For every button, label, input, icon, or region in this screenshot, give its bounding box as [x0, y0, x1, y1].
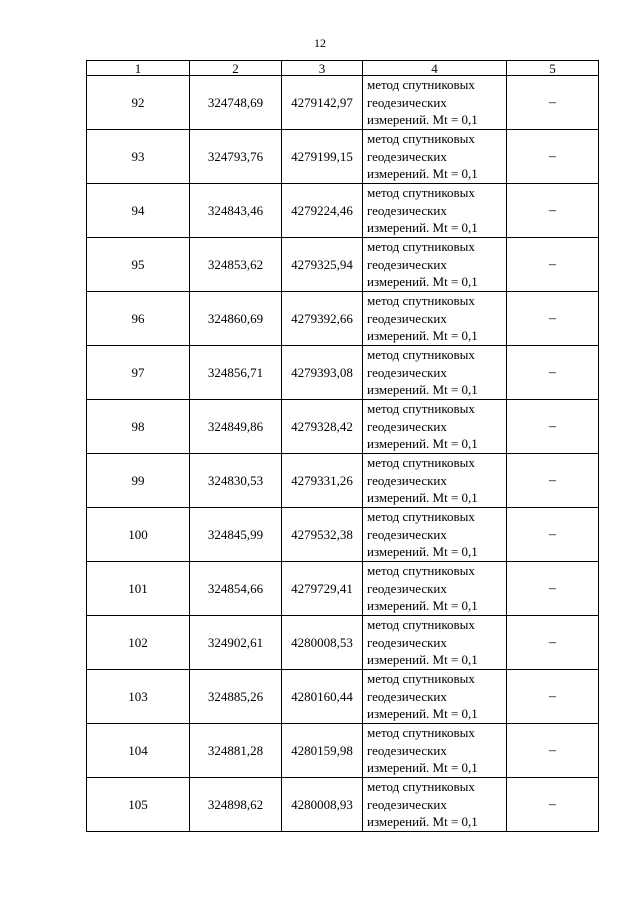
- table-row: [87, 76, 599, 130]
- method-line: измерений. Mt = 0,1: [367, 274, 478, 290]
- table-body: [87, 76, 599, 832]
- method-line: геодезических: [367, 94, 447, 110]
- method-line: геодезических: [367, 472, 447, 488]
- method-line: метод спутниковых: [367, 401, 475, 417]
- method-line: метод спутниковых: [367, 293, 475, 309]
- header-col-5: 5: [507, 61, 599, 76]
- point-number-cell: 101: [87, 562, 190, 616]
- coordinate-y-cell: 4279199,15: [282, 130, 363, 184]
- coordinate-y-cell: 4279224,46: [282, 184, 363, 238]
- coordinate-x-cell: 324885,26: [190, 670, 282, 724]
- note-cell: –: [507, 454, 599, 508]
- method-line: метод спутниковых: [367, 617, 475, 633]
- point-number-cell: 97: [87, 346, 190, 400]
- method-line: геодезических: [367, 742, 447, 758]
- coordinate-y-cell: 4280160,44: [282, 670, 363, 724]
- method-line: геодезических: [367, 256, 447, 272]
- point-number-cell: 103: [87, 670, 190, 724]
- method-line: метод спутниковых: [367, 671, 475, 687]
- coordinate-y-cell: 4279325,94: [282, 238, 363, 292]
- method-line: геодезических: [367, 526, 447, 542]
- note-cell: –: [507, 508, 599, 562]
- table-row: [87, 454, 599, 508]
- coordinate-x-cell: 324854,66: [190, 562, 282, 616]
- coordinate-y-cell: 4279393,08: [282, 346, 363, 400]
- coordinates-table: [86, 60, 599, 832]
- table-row: [87, 346, 599, 400]
- point-number-cell: 100: [87, 508, 190, 562]
- method-line: геодезических: [367, 364, 447, 380]
- coordinate-x-cell: 324830,53: [190, 454, 282, 508]
- coordinate-y-cell: 4280008,53: [282, 616, 363, 670]
- note-cell: –: [507, 346, 599, 400]
- method-cell: [363, 508, 507, 562]
- table-header: [87, 61, 599, 76]
- method-line: метод спутниковых: [367, 347, 475, 363]
- method-cell: [363, 184, 507, 238]
- table-row: [87, 562, 599, 616]
- note-cell: –: [507, 670, 599, 724]
- method-line: геодезических: [367, 688, 447, 704]
- table-row: [87, 724, 599, 778]
- point-number-cell: 94: [87, 184, 190, 238]
- method-line: измерений. Mt = 0,1: [367, 490, 478, 506]
- method-cell: [363, 616, 507, 670]
- method-line: метод спутниковых: [367, 455, 475, 471]
- point-number-cell: 105: [87, 778, 190, 832]
- point-number-cell: 104: [87, 724, 190, 778]
- coordinate-x-cell: 324853,62: [190, 238, 282, 292]
- header-col-3: 3: [282, 61, 363, 76]
- table-row: [87, 670, 599, 724]
- coordinate-x-cell: 324843,46: [190, 184, 282, 238]
- coordinate-y-cell: 4279392,66: [282, 292, 363, 346]
- coordinate-x-cell: 324856,71: [190, 346, 282, 400]
- coordinate-x-cell: 324793,76: [190, 130, 282, 184]
- method-line: измерений. Mt = 0,1: [367, 706, 478, 722]
- point-number-cell: 99: [87, 454, 190, 508]
- method-line: метод спутниковых: [367, 563, 475, 579]
- coordinate-y-cell: 4279331,26: [282, 454, 363, 508]
- method-line: метод спутниковых: [367, 77, 475, 93]
- method-line: измерений. Mt = 0,1: [367, 436, 478, 452]
- note-cell: –: [507, 130, 599, 184]
- method-line: метод спутниковых: [367, 239, 475, 255]
- coordinate-x-cell: 324748,69: [190, 76, 282, 130]
- method-line: геодезических: [367, 796, 447, 812]
- point-number-cell: 98: [87, 400, 190, 454]
- coordinate-y-cell: 4280008,93: [282, 778, 363, 832]
- header-col-4: 4: [363, 61, 507, 76]
- coordinate-x-cell: 324902,61: [190, 616, 282, 670]
- method-cell: [363, 724, 507, 778]
- note-cell: –: [507, 562, 599, 616]
- method-line: измерений. Mt = 0,1: [367, 112, 478, 128]
- table-row: [87, 778, 599, 832]
- note-cell: –: [507, 292, 599, 346]
- note-cell: –: [507, 76, 599, 130]
- method-line: измерений. Mt = 0,1: [367, 760, 478, 776]
- coordinate-y-cell: 4279142,97: [282, 76, 363, 130]
- point-number-cell: 93: [87, 130, 190, 184]
- coordinate-y-cell: 4280159,98: [282, 724, 363, 778]
- method-cell: [363, 238, 507, 292]
- coordinate-y-cell: 4279328,42: [282, 400, 363, 454]
- point-number-cell: 95: [87, 238, 190, 292]
- header-col-1: 1: [87, 61, 190, 76]
- method-line: метод спутниковых: [367, 779, 475, 795]
- method-cell: [363, 76, 507, 130]
- method-cell: [363, 778, 507, 832]
- point-number-cell: 96: [87, 292, 190, 346]
- method-cell: [363, 292, 507, 346]
- method-line: измерений. Mt = 0,1: [367, 544, 478, 560]
- note-cell: –: [507, 184, 599, 238]
- table-row: [87, 616, 599, 670]
- method-line: метод спутниковых: [367, 725, 475, 741]
- coordinate-x-cell: 324898,62: [190, 778, 282, 832]
- header-row: [87, 61, 599, 76]
- method-line: геодезических: [367, 580, 447, 596]
- table-row: [87, 508, 599, 562]
- note-cell: –: [507, 238, 599, 292]
- method-line: геодезических: [367, 634, 447, 650]
- note-cell: –: [507, 616, 599, 670]
- note-cell: –: [507, 724, 599, 778]
- method-line: геодезических: [367, 202, 447, 218]
- method-line: измерений. Mt = 0,1: [367, 598, 478, 614]
- method-line: измерений. Mt = 0,1: [367, 220, 478, 236]
- method-line: измерений. Mt = 0,1: [367, 814, 478, 830]
- coordinate-x-cell: 324849,86: [190, 400, 282, 454]
- method-cell: [363, 400, 507, 454]
- point-number-cell: 92: [87, 76, 190, 130]
- coordinate-x-cell: 324860,69: [190, 292, 282, 346]
- coordinate-x-cell: 324845,99: [190, 508, 282, 562]
- table-row: [87, 400, 599, 454]
- method-line: геодезических: [367, 148, 447, 164]
- page-number: 12: [314, 36, 326, 50]
- method-line: измерений. Mt = 0,1: [367, 328, 478, 344]
- method-line: метод спутниковых: [367, 185, 475, 201]
- method-cell: [363, 346, 507, 400]
- method-cell: [363, 670, 507, 724]
- method-line: метод спутниковых: [367, 509, 475, 525]
- method-cell: [363, 130, 507, 184]
- method-line: метод спутниковых: [367, 131, 475, 147]
- method-line: геодезических: [367, 310, 447, 326]
- coordinate-y-cell: 4279729,41: [282, 562, 363, 616]
- note-cell: –: [507, 778, 599, 832]
- coordinate-x-cell: 324881,28: [190, 724, 282, 778]
- table-row: [87, 184, 599, 238]
- method-cell: [363, 562, 507, 616]
- table-row: [87, 292, 599, 346]
- method-line: измерений. Mt = 0,1: [367, 652, 478, 668]
- method-cell: [363, 454, 507, 508]
- note-cell: –: [507, 400, 599, 454]
- table-row: [87, 130, 599, 184]
- table-row: [87, 238, 599, 292]
- method-line: измерений. Mt = 0,1: [367, 382, 478, 398]
- method-line: измерений. Mt = 0,1: [367, 166, 478, 182]
- header-col-2: 2: [190, 61, 282, 76]
- coordinate-y-cell: 4279532,38: [282, 508, 363, 562]
- method-line: геодезических: [367, 418, 447, 434]
- point-number-cell: 102: [87, 616, 190, 670]
